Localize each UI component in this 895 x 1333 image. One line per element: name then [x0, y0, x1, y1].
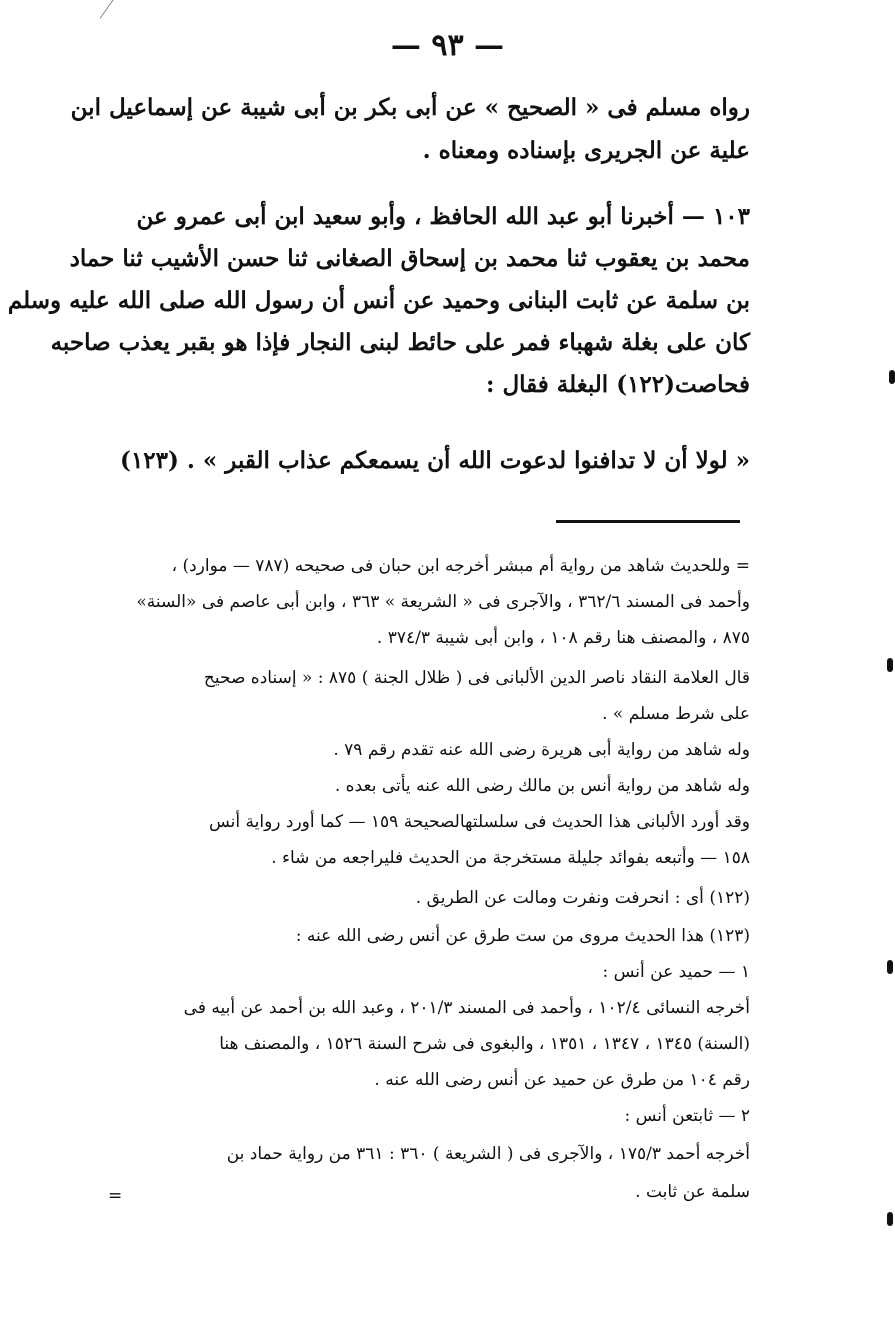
main-text-line: كان على بغلة شهباء فمر على حائط لبنى النجار فإذا هو بقبر يعذب صاحبه [50, 329, 750, 356]
footnote-line: على شرط مسلم » . [602, 704, 750, 724]
scan-edge-mark [887, 960, 893, 974]
footnote-122: (١٢٢) أى : انحرفت ونفرت ومالت عن الطريق . [415, 888, 750, 908]
continuation-mark: = [108, 1186, 123, 1206]
footnote-line: (السنة) ١٣٤٥ ، ١٣٤٧ ، ١٣٥١ ، والبغوى فى شرح السنة ١٥٢٦ ، والمصنف هنا [219, 1034, 750, 1054]
footnote-line: أخرجه أحمد ١٧٥/٣ ، والآجرى فى ( الشريعة ) ٣٦٠ : ٣٦١ من رواية حماد بن [226, 1144, 750, 1164]
footnote-line: وله شاهد من رواية أبى هريرة رضى الله عنه تقدم رقم ٧٩ . [333, 740, 750, 760]
main-text-line: رواه مسلم فى « الصحيح » عن أبى بكر بن أبى شيبة عن إسماعيل ابن [70, 94, 750, 121]
footnote-line: وقد أورد الألبانى هذا الحديث فى سلسلتهالصحيحة ١٥٩ — كما أورد رواية أنس [208, 812, 750, 832]
footnote-line: رقم ١٠٤ من طرق عن حميد عن أنس رضى الله عنه . [374, 1070, 750, 1090]
footnote-line: أخرجه النسائى ١٠٢/٤ ، وأحمد فى المسند ٢٠١/٣ ، وعبد الله بن أحمد عن أبيه فى [183, 998, 750, 1018]
footnote-line: قال العلامة النقاد ناصر الدين الألبانى فى ( ظلال الجنة ) ٨٧٥ : « إسناده صحيح [203, 668, 750, 688]
scan-edge-mark [887, 1212, 893, 1226]
page-number: — ٩٣ — [390, 28, 505, 63]
footnote-line: ٨٧٥ ، والمصنف هنا رقم ١٠٨ ، وابن أبى شيبة ٣٧٤/٣ . [376, 628, 750, 648]
main-text-line: بن سلمة عن ثابت البنانى وحميد عن أنس أن رسول الله صلى الله عليه وسلم [7, 287, 750, 314]
footnote-line: ٢ — ثابتعن أنس : [624, 1106, 750, 1126]
main-text-line: محمد بن يعقوب ثنا محمد بن إسحاق الصغانى ثنا حسن الأشيب ثنا حماد [69, 245, 750, 272]
footnote-line: وأحمد فى المسند ٣٦٢/٦ ، والآجرى فى « الشريعة » ٣٦٣ ، وابن أبى عاصم فى «السنة» [136, 592, 750, 612]
main-text-line: علية عن الجريرى بإسناده ومعناه . [422, 137, 750, 164]
footnote-line: وله شاهد من رواية أنس بن مالك رضى الله عنه يأتى بعده . [334, 776, 750, 796]
footnote-line: ١٥٨ — وأتبعه بفوائد جليلة مستخرجة من الحديث فليراجعه من شاء . [271, 848, 750, 868]
footnote-123: (١٢٣) هذا الحديث مروى من ست طرق عن أنس رضى الله عنه : [295, 926, 750, 946]
page-scratch-mark [100, 0, 117, 19]
footnote-line: = وللحديث شاهد من رواية أم مبشر أخرجه ابن حبان فى صحيحه (٧٨٧ — موارد) ، [171, 556, 750, 576]
scan-edge-mark [887, 658, 893, 672]
footnote-line: سلمة عن ثابت . [635, 1182, 750, 1202]
hadith-quote-line: « لولا أن لا تدافنوا لدعوت الله أن يسمعكم عذاب القبر » . (١٢٣) [120, 447, 750, 474]
hadith-103-line: ١٠٣ — أخبرنا أبو عبد الله الحافظ ، وأبو سعيد ابن أبى عمرو عن [136, 203, 750, 230]
footnote-line: ١ — حميد عن أنس : [602, 962, 750, 982]
scan-edge-mark [889, 370, 895, 384]
footnote-separator [556, 520, 740, 523]
main-text-line: فحاصت(١٢٢) البغلة فقال : [485, 371, 750, 398]
